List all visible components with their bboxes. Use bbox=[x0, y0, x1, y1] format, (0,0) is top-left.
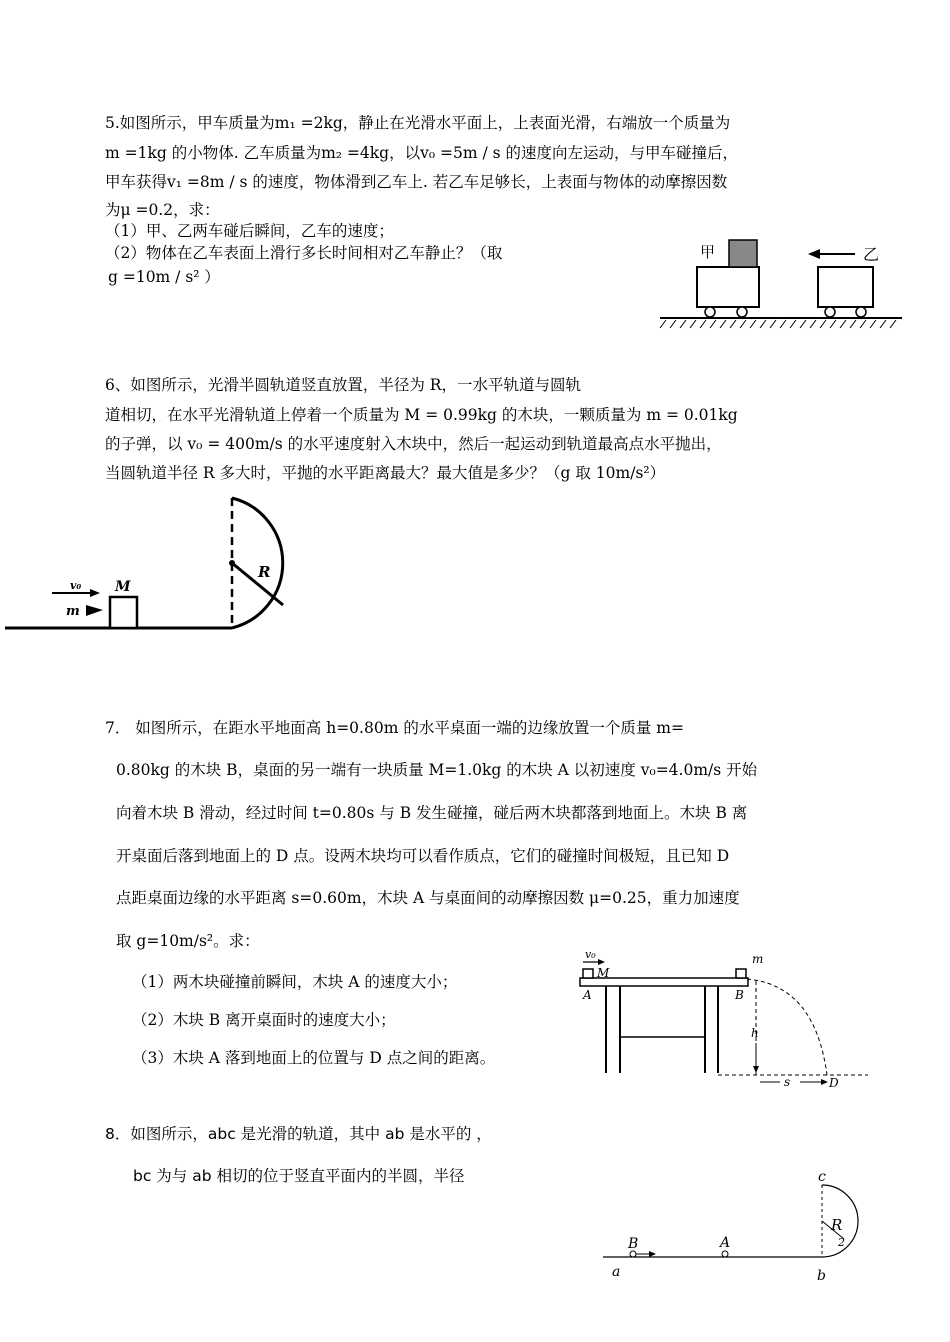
p5-line-3: 甲车获得v₁ =8m / s 的速度，物体滑到乙车上. 若乙车足够长，上表面与物体的动摩擦因数 bbox=[105, 173, 728, 191]
p8-line-2: bc 为与 ab 相切的位于竖直平面内的半圆，半径 bbox=[133, 1167, 465, 1185]
label-c: c bbox=[818, 1169, 826, 1185]
label-M: M bbox=[597, 966, 610, 980]
cart-yi-body bbox=[818, 267, 873, 307]
p7-line-4: 开桌面后落到地面上的 D 点。设两木块均可以看作质点，它们的碰撞时间极短，且已知 D bbox=[116, 847, 730, 865]
label-v0: v₀ bbox=[585, 948, 596, 961]
p5-line-1: 5.如图所示，甲车质量为m₁ =2kg，静止在光滑水平面上，上表面光滑，右端放一个质量为 bbox=[105, 114, 731, 132]
label-R: R bbox=[258, 563, 271, 581]
p7-line-5: 点距桌面边缘的水平距离 s=0.60m，木块 A 与桌面间的动摩擦因数 μ=0.25，重力加速度 bbox=[116, 889, 740, 907]
block-B bbox=[736, 969, 746, 978]
p5-question-2-cont: g =10m / s² ） bbox=[108, 268, 220, 286]
block-A bbox=[583, 969, 593, 978]
p6-line-2: 道相切，在水平光滑轨道上停着一个质量为 M = 0.99kg 的木块，一颗质量为 m = 0.01kg bbox=[105, 406, 738, 424]
label-2: 2 bbox=[838, 1236, 845, 1249]
cart-jia-body bbox=[697, 267, 759, 307]
p8-line-1: 8．如图所示，abc 是光滑的轨道，其中 ab 是水平的 ， bbox=[105, 1125, 492, 1143]
p5-line-2: m =1kg 的小物体. 乙车质量为m₂ =4kg，以v₀ =5m / s 的速度向左运动，与甲车碰撞后， bbox=[105, 144, 738, 162]
p7-table-figure bbox=[575, 945, 875, 1095]
p7-question-1: （1）两木块碰撞前瞬间，木块 A 的速度大小； bbox=[132, 973, 458, 991]
p6-line-1: 6、如图所示，光滑半圆轨道竖直放置，半径为 R，一水平轨道与圆轨 bbox=[105, 376, 581, 394]
p7-line-1: 7． 如图所示，在距水平地面高 h=0.80m 的水平桌面一端的边缘放置一个质量 m= bbox=[105, 719, 684, 737]
label-m: m bbox=[752, 952, 764, 966]
p7-line-6: 取 g=10m/s²。求： bbox=[116, 932, 260, 950]
label-M: M bbox=[115, 579, 131, 595]
label-v0: v₀ bbox=[70, 579, 82, 592]
label-B: B bbox=[735, 988, 744, 1002]
p6-line-4: 当圆轨道半径 R 多大时，平抛的水平距离最大？最大值是多少？（g 取 10m/s²） bbox=[105, 464, 666, 482]
p5-line-4: 为μ =0.2，求： bbox=[105, 201, 220, 219]
label-D: D bbox=[829, 1076, 839, 1090]
p6-line-3: 的子弹，以 v₀ = 400m/s 的水平速度射入木块中，然后一起运动到轨道最高点水平抛出， bbox=[105, 435, 722, 453]
label-yi: 乙 bbox=[863, 245, 880, 264]
label-b: b bbox=[817, 1268, 826, 1284]
p5-question-2: （2）物体在乙车表面上滑行多长时间相对乙车静止？（取 bbox=[105, 244, 503, 262]
label-m: m bbox=[66, 604, 80, 619]
p6-semicircle-figure bbox=[0, 495, 310, 635]
label-B: B bbox=[628, 1236, 639, 1252]
p7-line-3: 向着木块 B 滑动，经过时间 t=0.80s 与 B 发生碰撞，碰后两木块都落到地面上。木块 B 离 bbox=[116, 804, 748, 822]
block-M bbox=[110, 597, 137, 628]
p5-carts-figure bbox=[660, 232, 905, 332]
p5-question-1: （1）甲、乙两车碰后瞬间，乙车的速度； bbox=[105, 222, 394, 240]
p8-track-figure bbox=[600, 1170, 880, 1310]
label-h: h bbox=[751, 1026, 759, 1040]
label-a: a bbox=[612, 1264, 621, 1280]
p7-line-2: 0.80kg 的木块 B，桌面的另一端有一块质量 M=1.0kg 的木块 A 以初速度 v₀=4.0m/s 开始 bbox=[116, 761, 758, 779]
p7-question-3: （3）木块 A 落到地面上的位置与 D 点之间的距离。 bbox=[132, 1049, 496, 1067]
label-jia: 甲 bbox=[700, 243, 716, 261]
label-A: A bbox=[583, 988, 592, 1002]
label-s: s bbox=[784, 1075, 791, 1089]
label-A: A bbox=[720, 1235, 731, 1251]
p7-question-2: （2）木块 B 离开桌面时的速度大小； bbox=[132, 1011, 396, 1029]
label-R: R bbox=[831, 1216, 843, 1234]
small-object bbox=[729, 240, 757, 267]
